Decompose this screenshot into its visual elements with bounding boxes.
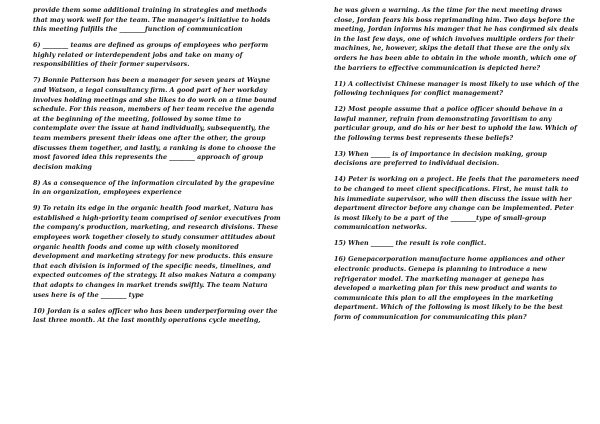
question-9: 9) To retain its edge in the organic health food market, Natura has established a high-priority team comprised of senior executives from the company's production, marketing, and research divisions. These employees work together closely to study consumer attitudes about organic health foods and come up with closely monitored development and marketing strategy for new products. this ensure that each division is informed of the specific needs, timelines, and expected outcomes of the strategy. It also makes Natura a company that adapts to changes in market trends swiftly. The team Natura uses here is of the ________ type <box>33 204 281 299</box>
question-6: 6) ________ teams are defined as groups of employees who perform highly related or interdependent jobs and take on many of responsibilities of their former supervisors. <box>33 41 269 69</box>
question-15: 15) When _______ the result is role conflict. <box>334 239 487 248</box>
right-column <box>334 6 580 329</box>
left-column <box>33 6 281 332</box>
question-11: 11) A collectivist Chinese manager is most likely to use which of the following techniques for conflict management? <box>334 79 580 98</box>
question-12: 12) Most people assume that a police officer should behave in a lawful manner, refrain from demonstrating favoritism to any particular group, and do his or her best to uphold the law. Which of the following terms best represents these beliefs? <box>334 105 577 142</box>
question-10: 10) Jordan is a sales officer who has been underperforming over the last three month. At the last monthly operations cycle meeting, <box>33 306 278 325</box>
question-7: 7) Bonnie Patterson has been a manager for seven years at Wayne and Watson, a legal consultancy firm. A good part of her workday involves holding meetings and she likes to do work on a time bound schedule. For this reason, members of her team receive the agenda at the beginning of the meeting, followed by some time to contemplate over the issue at hand individually, subsequently, the team members present their ideas one after the other, the group discusses them together, and lastly, a ranking is done to choose the most favored idea this represents the ________ approach of group decision making <box>33 76 277 171</box>
paragraph-continuation-q5: provide them some additional training in strategies and methods that may work well for the team. The manager's initiative to holds this meeting fulfills the ________function of communication <box>33 6 271 34</box>
question-14: 14) Peter is working on a project. He feels that the parameters need to be changed to meet client specifications. First, he must talk to his immediate supervisor, who will then discuss the issue with her department director before any change can be implemented. Peter is most likely to be a part of the ________type of small-group communication networks. <box>334 175 579 232</box>
question-13: 13) When ______ is of importance in decision making, group decisions are preferred to individual decision. <box>334 149 547 168</box>
paragraph-continuation-q10: he was given a warning. As the time for the next meeting draws close, Jordan fears his boss reprimanding him. Two days before the meeting, Jordan informs his manger that he has confirmed six deals in the last few days, one of which involves multiple orders for their machines, he, however, skips the detail that these are the only six orders he has been able to obtain in the whole month, which one of the barriers to effective communication is depicted here? <box>334 6 579 72</box>
question-8: 8) As a consequence of the information circulated by the grapevine in an organization, employees experience <box>33 178 275 197</box>
question-16: 16) Genepacorporation manufacture home appliances and other electronic products. Genepa is planning to introduce a new refrigerator model. The marketing manager at genepa has developed a marketing plan for this new product and wants to communicate this plan to all the employees in the marketing department. Which of the following is most likely to be the best form of communication for communicating this plan? <box>334 255 565 321</box>
